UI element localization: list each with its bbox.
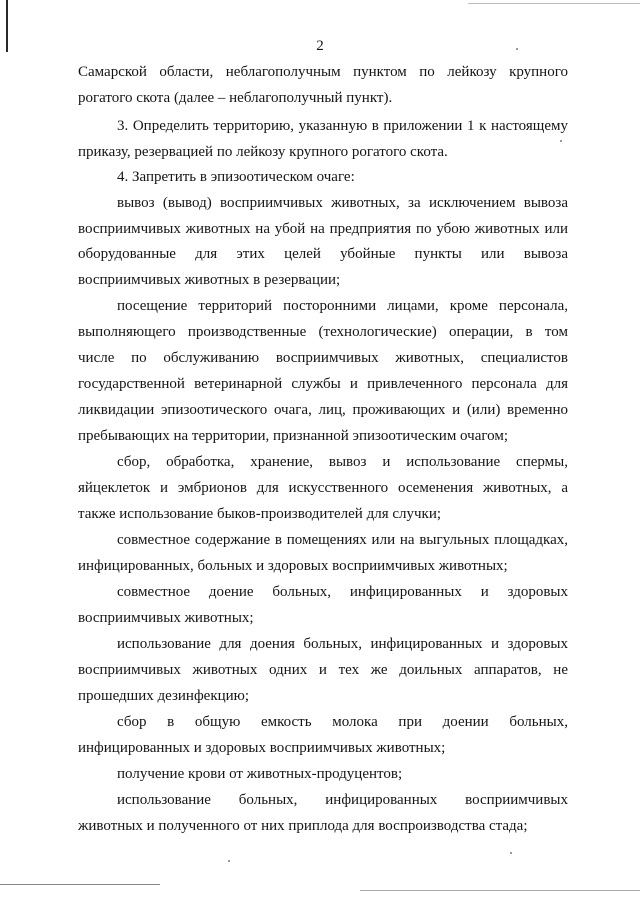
text-line: инфицированных, больных и здоровых восприимчивых животных; — [78, 558, 508, 574]
text-line: вывоз (вывод) восприимчивых животных, за исключением вывоза — [117, 195, 568, 211]
scan-speck — [560, 140, 562, 142]
text-line: совместное содержание в помещениях или на выгульных площадках, — [117, 532, 568, 548]
text-line: прошедших дезинфекцию; — [78, 688, 250, 704]
text-line: также использование быков-производителей для случки; — [78, 506, 442, 522]
text-line: сбор в общую емкость молока при доении больных, — [117, 714, 568, 730]
text-line: 3. Определить территорию, указанную в приложении 1 к настоящему — [117, 118, 568, 134]
scan-edge-bottom-left — [0, 884, 160, 885]
text-line: получение крови от животных-продуцентов; — [117, 766, 403, 782]
text-line: ликвидации эпизоотического очага, лиц, проживающих и (или) временно — [78, 402, 568, 418]
text-line: государственной ветеринарной службы и привлеченного персонала для — [78, 376, 568, 392]
text-line: 4. Запретить в эпизоотическом очаге: — [117, 169, 355, 185]
text-line: сбор, обработка, хранение, вывоз и использование спермы, — [117, 454, 568, 470]
text-line: рогатого скота (далее – неблагополучный пункт). — [78, 90, 393, 106]
scan-edge-top — [468, 3, 640, 4]
text-line: приказу, резервацией по лейкозу крупного рогатого скота. — [78, 144, 448, 160]
text-line: посещение территорий посторонними лицами, кроме персонала, — [117, 298, 568, 314]
text-line: Самарской области, неблагополучным пунктом по лейкозу крупного — [78, 64, 568, 80]
scan-speck — [510, 852, 512, 854]
text-line: восприимчивых животных в резервации; — [78, 272, 341, 288]
page-number: 2 — [316, 38, 324, 54]
text-line: использование больных, инфицированных восприимчивых — [117, 792, 568, 808]
scan-edge-bottom-right — [360, 890, 640, 891]
text-line: восприимчивых животных; — [78, 610, 254, 626]
text-line: восприимчивых животных одних и тех же доильных аппаратов, не — [78, 662, 568, 678]
scan-speck — [228, 860, 230, 862]
text-line: восприимчивых животных на убой на предприятия по убою животных или — [78, 221, 568, 237]
text-line: инфицированных и здоровых восприимчивых животных; — [78, 740, 446, 756]
text-line: яйцеклеток и эмбрионов для искусственного осеменения животных, а — [78, 480, 568, 496]
text-line: пребывающих на территории, признанной эпизоотическим очагом; — [78, 428, 509, 444]
text-line: числе по обслуживанию восприимчивых животных, специалистов — [78, 350, 568, 366]
text-line: использование для доения больных, инфицированных и здоровых — [117, 636, 568, 652]
text-line: выполняющего производственные (технологические) операции, в том — [78, 324, 568, 340]
text-line: оборудованные для этих целей убойные пункты или вывоза — [78, 246, 568, 262]
text-line: совместное доение больных, инфицированных и здоровых — [117, 584, 568, 600]
text-line: животных и полученного от них приплода для воспроизводства стада; — [78, 818, 528, 834]
